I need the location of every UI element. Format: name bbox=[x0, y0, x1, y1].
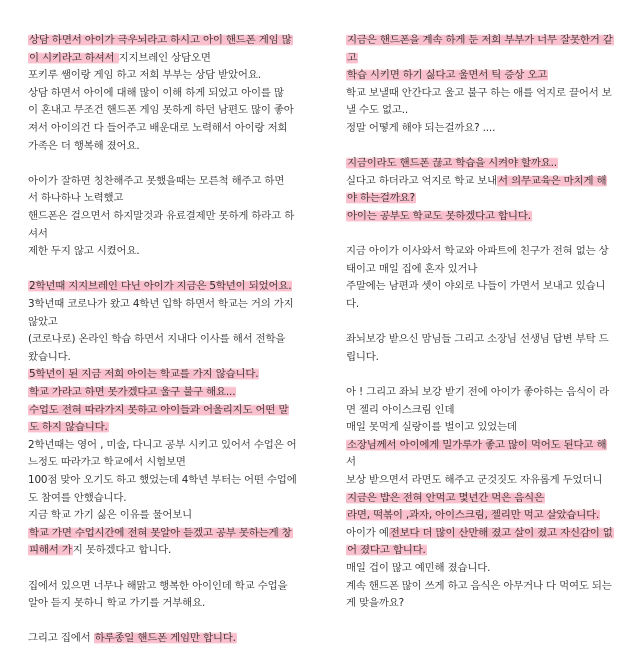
text-line: 서 하나하나 노력했고 bbox=[28, 192, 124, 205]
text-line bbox=[346, 156, 558, 170]
text-line: 좌뇌보강 받으신 맘님들 그리고 소장님 선생님 답변 부탁 드 bbox=[346, 333, 609, 346]
text-line: 계속 핸드폰 많이 쓰게 하고 음식은 아무거나 다 먹여도 되는 bbox=[346, 579, 612, 592]
text-line bbox=[346, 209, 532, 223]
highlight-mark: 5학년이 된 지금 저희 아이는 학교를 가지 않습니다. bbox=[29, 368, 259, 381]
text-line bbox=[28, 403, 289, 417]
highlight-mark: 상담 하면서 아이가 극우뇌라고 하시고 아이 핸드폰 게임 많 bbox=[29, 34, 292, 46]
highlight-mark: 어 졌다고 합니다. bbox=[347, 544, 426, 557]
text-line bbox=[28, 385, 236, 399]
highlight-mark: 수업도 전혀 따라가지 못하고 아이들과 어울리지도 어떤 말 bbox=[29, 403, 289, 416]
highlight-mark: 지금이라도 핸드폰 끊고 학습을 시켜야 할까요.. bbox=[347, 157, 557, 170]
highlight-mark: 2학년때 지지브레인 다닌 아이가 지금은 5학년이 되었어요. bbox=[29, 280, 292, 293]
text-line: 태이고 매일 집에 혼자 있거나 bbox=[346, 262, 478, 275]
highlight-mark: 고 bbox=[347, 51, 357, 64]
text-line: 다. bbox=[346, 298, 360, 310]
text-line: 가족은 더 행복해 졌어요. bbox=[28, 139, 140, 152]
text-line: 도 참여를 안했습니다. bbox=[28, 491, 127, 504]
text-line bbox=[346, 191, 416, 205]
text-line bbox=[28, 367, 259, 381]
text-line bbox=[346, 491, 545, 505]
text-line: 왔습니다. bbox=[28, 350, 71, 363]
text-line: 3학년때 코로나가 왔고 4학년 입학 하면서 학교는 거의 가지 bbox=[28, 298, 294, 310]
highlight-mark: 아이는 공부도 학교도 못하겠다고 합니다. bbox=[347, 210, 531, 222]
text-line: 상담 하면서 아이에 대해 많이 이해 하게 되었고 아이를 많 bbox=[28, 86, 284, 99]
text-line: 않았고 bbox=[28, 315, 58, 328]
text-line: 핸드폰은 걸으면서 하지말것과 유료결제만 못하게 하라고 하 bbox=[28, 210, 295, 222]
text-line: 포키루 쌤이랑 게임 하고 저희 부부는 상담 받았어요. bbox=[28, 69, 261, 82]
text-line: 립니다. bbox=[346, 350, 379, 363]
highlight-mark: 지금은 밥은 전혀 안먹고 몇년간 먹은 음식은 bbox=[347, 491, 544, 504]
text-line bbox=[346, 51, 358, 65]
highlight-mark: 학교 가면 수업시간에 전혀 못알아 듣겠고 공부 못하는게 창 bbox=[29, 526, 292, 539]
text-line bbox=[346, 508, 600, 522]
text-line bbox=[28, 279, 292, 293]
text-line: 2학년때는 영어 , 미술, 다니고 공부 시키고 있어서 수업은 어 bbox=[28, 438, 297, 451]
text-line bbox=[28, 420, 109, 434]
highlight-mark: 야 하는걸까요? bbox=[347, 192, 415, 205]
text-line: 매일 겁이 많고 예민해 졌습니다. bbox=[346, 562, 491, 574]
highlight-mark: 피해서 가 bbox=[29, 544, 72, 557]
text-line: 정말 어떻게 해야 되는걸까요? .... bbox=[346, 122, 496, 134]
text-line: 지금 아이가 이사와서 학교와 아파트에 친구가 전혀 없는 상 bbox=[346, 245, 609, 258]
highlight-mark: 서 의무교육은 마치게 해 bbox=[498, 174, 607, 187]
highlight-mark: 도 하지 않습니다. bbox=[29, 421, 108, 434]
text-line: 낼 수도 없고.. bbox=[346, 104, 409, 117]
text-line: 서 bbox=[346, 456, 356, 469]
text-line: 아 ! 그리고 좌뇌 보강 받기 전에 아이가 좋아하는 음식이 라 bbox=[346, 386, 609, 398]
highlight-mark: 지금은 핸드폰을 계속 하게 둔 저희 부부가 너무 잘못한거 같 bbox=[347, 34, 613, 46]
text-line: 보상 받으면서 라면도 해주고 군것짓도 자유롭게 두었더니 bbox=[346, 474, 603, 486]
text-line bbox=[346, 33, 614, 47]
text-line: 아이가 예전보다 더 많이 산만해 졌고 살이 졌고 자신감이 없 bbox=[346, 526, 613, 539]
text-line: 이 시키라고 하셔서 지지브레인 상담오면 bbox=[29, 51, 211, 64]
text-line bbox=[346, 543, 427, 557]
text-line bbox=[28, 526, 293, 540]
highlight-mark: 학습 시키면 하기 싫다고 울면서 틱 증상 오고 bbox=[347, 69, 548, 82]
text-line: 피해서 가지 못하겠다고 합니다. bbox=[29, 544, 172, 557]
text-line: 그리고 집에서 하루종일 핸드폰 게임만 합니다. bbox=[28, 632, 236, 645]
text-line: 아이가 잘하면 칭찬해주고 못했을때는 모른척 해주고 하면 bbox=[28, 174, 285, 187]
text-line: 학교 보낼때 안간다고 울고 불구 하는 애를 억지로 끌어서 보 bbox=[346, 86, 612, 99]
text-line: (코로나로) 온라인 학습 하면서 지내다 이사를 해서 전학을 bbox=[28, 333, 286, 346]
highlight-mark: 이 시키라고 하셔서 bbox=[29, 51, 118, 64]
text-line: 매일 못먹게 실랑이를 벌이고 있었는데 bbox=[346, 421, 517, 434]
highlight-mark: 학교 가라고 하면 못가겠다고 울구 불구 해요... bbox=[29, 386, 236, 398]
text-line: 알아 듣지 못하니 학교 가기를 거부해요. bbox=[28, 597, 206, 610]
text-line bbox=[346, 438, 607, 452]
text-line: 집에서 있으면 너무나 해맑고 행복한 아이인데 학교 수업을 bbox=[28, 579, 288, 592]
text-line: 이 혼내고 무조건 핸드폰 게임 못하게 하던 남편도 많이 좋아 bbox=[28, 104, 294, 117]
text-line: 셔서 bbox=[28, 227, 48, 240]
highlight-mark: 하루종일 핸드폰 게임만 합니다. bbox=[94, 632, 236, 645]
text-line: 면 젤리 아이스크림 인데 bbox=[346, 403, 455, 416]
text-line: 주말에는 남편과 셋이 야외로 나들이 가면서 보내고 있습니 bbox=[346, 280, 606, 293]
text-line: 100점 맞아 오기도 하고 했었는데 4학년 부터는 어떤 수업에 bbox=[28, 474, 297, 486]
text-line bbox=[346, 68, 548, 82]
highlight-mark: 소장님께서 아이에게 밀가루가 좋고 많이 먹어도 된다고 해 bbox=[347, 438, 607, 451]
text-line: 지금 학교 가기 싫은 이유를 물어보니 bbox=[28, 509, 193, 522]
text-line: 실다고 하더라고 억지로 학교 보내서 의무교육은 마치게 해 bbox=[346, 174, 607, 187]
text-line: 제한 두지 않고 시켰어요. bbox=[28, 245, 140, 258]
highlight-mark: 전보다 더 많이 산만해 졌고 살이 졌고 자신감이 없 bbox=[389, 526, 613, 539]
highlight-mark: 라면, 떡볶이 ,과자, 아이스크림, 젤리만 먹고 살았습니다. bbox=[347, 509, 600, 522]
text-line bbox=[28, 33, 293, 47]
text-line: 게 맞을까요? bbox=[346, 597, 404, 610]
text-line: 느정도 따라가고 학교에서 시험보면 bbox=[28, 456, 186, 469]
text-line: 져서 아이의건 다 들어주고 배운대로 노력해서 아이랑 저희 bbox=[28, 122, 288, 134]
